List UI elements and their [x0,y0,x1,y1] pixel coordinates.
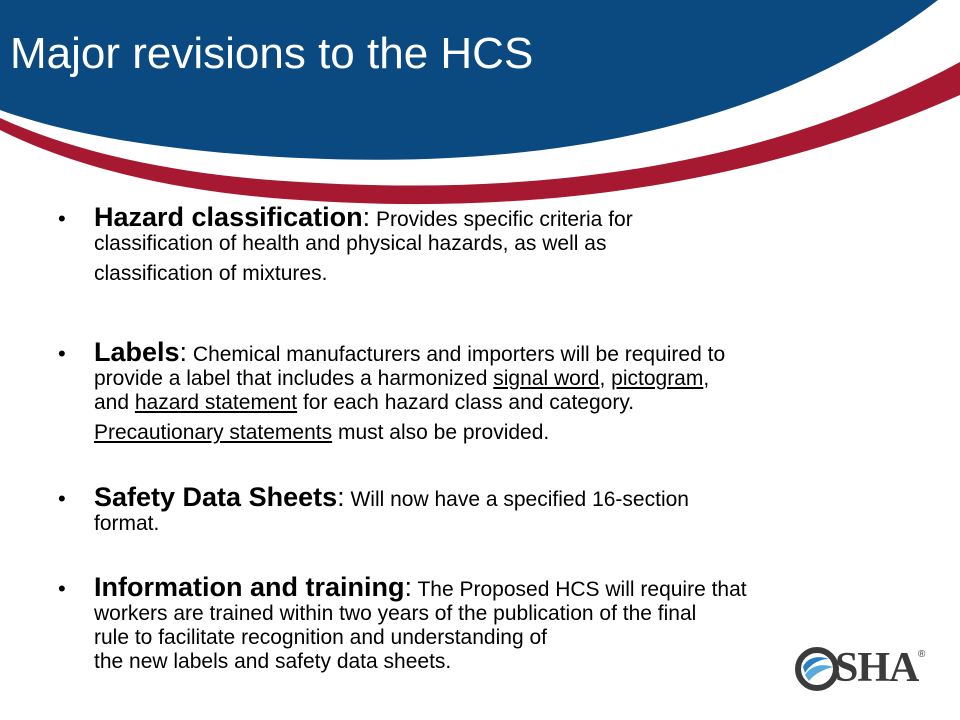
hazard-statement-term: hazard statement [134,391,298,414]
bullet-safety-data-sheets: • Safety Data Sheets: Will now have a specified 16-section format. [56,485,954,536]
bullet-text-line: workers are trained within two years of the publication of the final [94,602,697,625]
precautionary-statements-term: Precautionary statements [94,421,333,444]
signal-word-term: signal word [493,367,600,390]
pictogram-term: pictogram [611,367,704,390]
osha-logo [795,645,930,693]
registered-mark: ® [918,649,926,660]
osha-o-icon [795,647,839,691]
bullet-dot: • [58,206,66,231]
bullet-term: Safety Data Sheets [94,482,338,512]
bullet-text-line: the new labels and safety data sheets. [94,650,452,673]
bullet-hazard-classification: • Hazard classification: Provides specific criteria for classification of health and physical hazards, as well as classification of mixtures. [56,205,954,286]
osha-logo-text: SHA [835,645,919,691]
bullet-term: Hazard classification [94,202,363,232]
bullet-text-line: rule to facilitate recognition and understanding of [94,626,547,649]
bullet-information-training: • Information and training: The Proposed HCS will require that workers are trained within two years of the publication of the final rule to facilitate recognition and understanding of the new labels and safety data sheets. [56,575,954,674]
bullet-text-line: classification of health and physical hazards, as well as [94,232,607,255]
bullet-text-line: classification of mixtures. [94,262,328,285]
bullet-term: Information and training [94,572,405,602]
bullet-labels: • Labels: Chemical manufacturers and importers will be required to provide a label that includes a harmonized signal word, pictogram, and hazard statement for each hazard class and category. Precautionary statements must also be provided. [58,337,726,444]
bullet-dot: • [58,341,66,366]
bullet-text-line: format. [94,512,160,535]
slide-title: Major revisions to the HCS [10,29,534,78]
bullet-dot: • [58,486,66,511]
bullet-dot: • [58,576,66,601]
bullet-term: Labels [94,337,180,367]
